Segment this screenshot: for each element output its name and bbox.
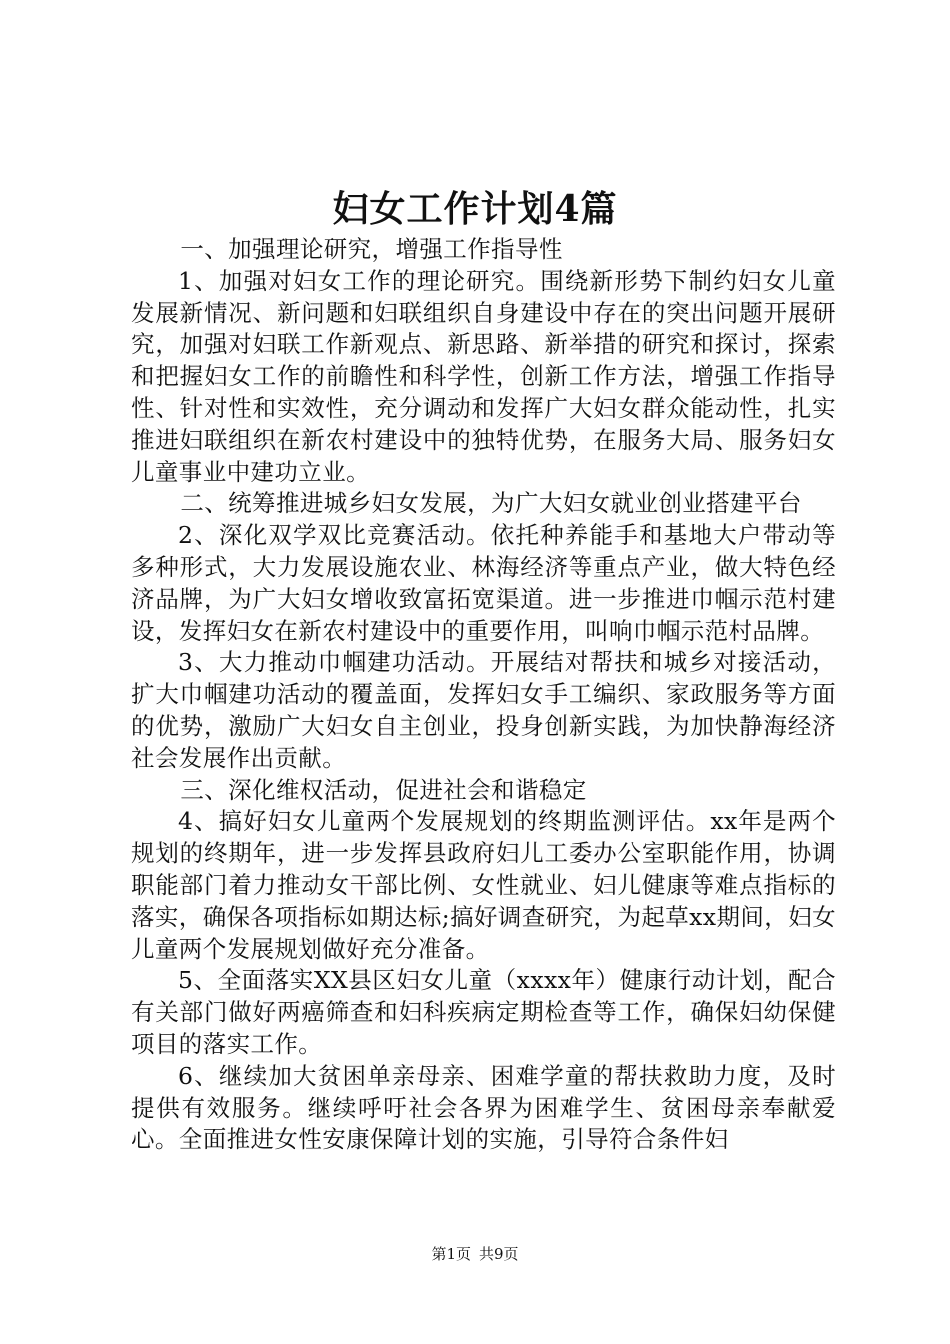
paragraph-item-3: 3、大力推动巾帼建功活动。开展结对帮扶和城乡对接活动，扩大巾帼建功活动的覆盖面，发挥妇女手工编织、家政服务等方面的优势，激励广大妇女自主创业，投身创新实践，为加快静海经济社会发展作出贡献。 — [131, 648, 836, 772]
section-heading-3: 三、深化维权活动，促进社会和谐稳定 — [180, 775, 587, 804]
section-heading-2: 二、统筹推进城乡妇女发展，为广大妇女就业创业搭建平台 — [180, 489, 802, 518]
section-heading-1: 一、加强理论研究，增强工作指导性 — [180, 235, 563, 263]
page-footer — [0, 1244, 950, 1264]
paragraph-item-1: 1、加强对妇女工作的理论研究。围绕新形势下制约妇女儿童发展新情况、新问题和妇联组织自身建设中存在的突出问题开展研究，加强对妇联工作新观点、新思路、新举措的研究和探讨，探索和把握妇女工作的前瞻性和科学性，创新工作方法，增强工作指导性、针对性和实效性，充分调动和发挥广大妇女群众能动性，扎实推进妇联组织在新农村建设中的独特优势，在服务大局、服务妇女儿童事业中建功立业。 — [131, 266, 836, 486]
paragraph-item-6: 6、继续加大贫困单亲母亲、困难学童的帮扶救助力度，及时提供有效服务。继续呼吁社会各界为困难学生、贫困母亲奉献爱心。全面推进女性安康保障计划的实施，引导符合条件妇 — [131, 1061, 836, 1154]
document-title: 妇女工作计划4篇 — [332, 188, 618, 230]
paragraph-item-2: 2、深化双学双比竞赛活动。依托种养能手和基地大户带动等多种形式，大力发展设施农业、林海经济等重点产业，做大特色经济品牌，为广大妇女增收致富拓宽渠道。进一步推进巾帼示范村建设，发挥妇女在新农村建设中的重要作用，叫响巾帼示范村品牌。 — [131, 521, 836, 645]
page-number: 第1页 — [431, 1245, 471, 1263]
page-total: 共9页 — [479, 1245, 519, 1263]
document-body — [131, 234, 836, 1156]
paragraph-item-4: 4、搞好妇女儿童两个发展规划的终期监测评估。xx年是两个规划的终期年，进一步发挥县政府妇儿工委办公室职能作用，协调职能部门着力推动女干部比例、女性就业、妇儿健康等难点指标的落实，确保各项指标如期达标;搞好调查研究，为起草xx期间，妇女儿童两个发展规划做好充分准备。 — [131, 807, 836, 963]
paragraph-item-5: 5、全面落实XX县区妇女儿童（xxxx年）健康行动计划，配合有关部门做好两癌筛查和妇科疾病定期检查等工作，确保妇幼保健项目的落实工作。 — [131, 966, 836, 1058]
